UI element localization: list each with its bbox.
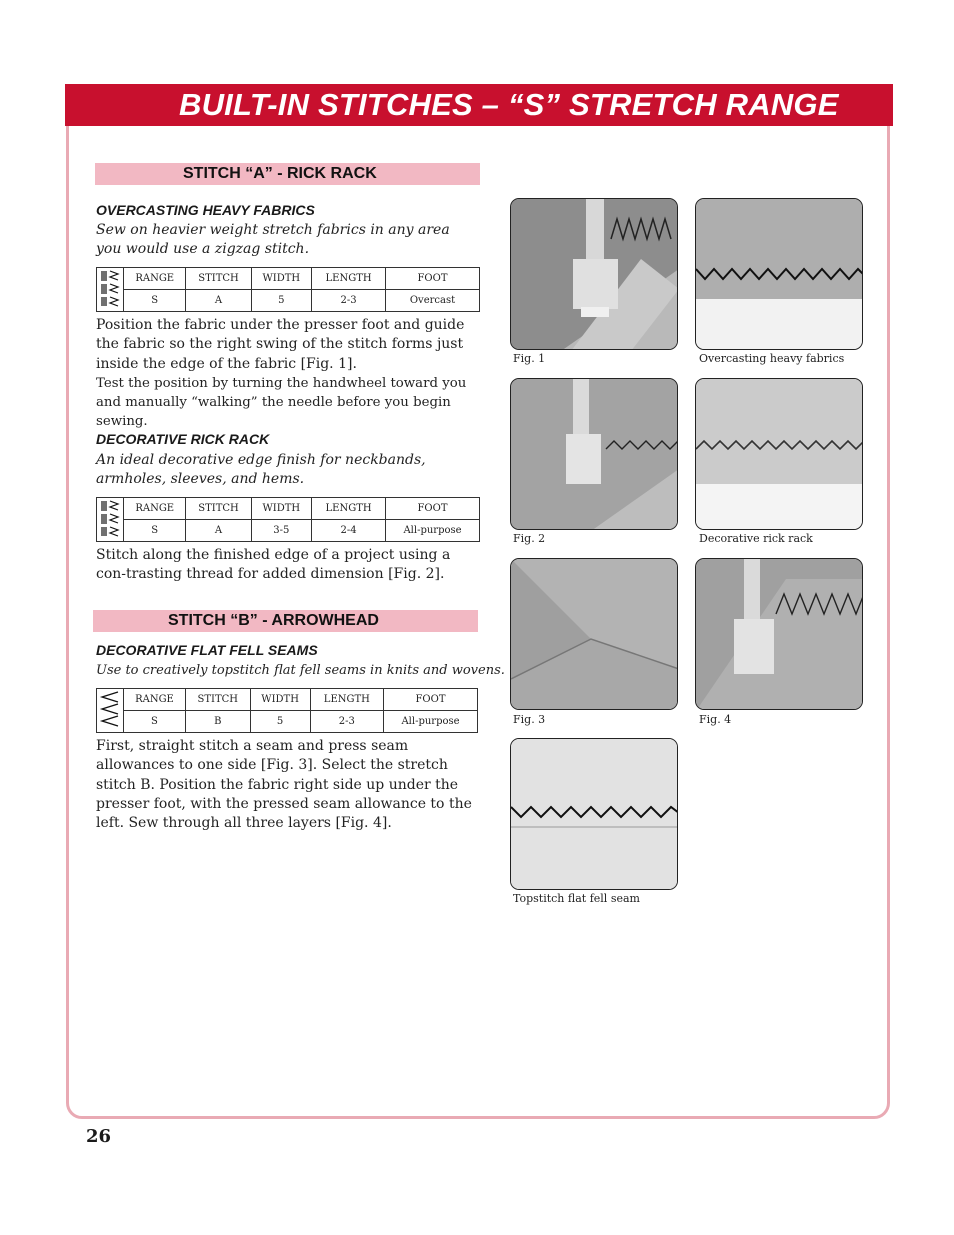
table-header: FOOT — [386, 498, 480, 520]
overcast-body-1: Position the fabric under the presser foot and guide the fabric so the right swing of the stitch forms just inside the edge of the fabric [Fig. 1]. — [96, 317, 465, 372]
flatfell-sample-caption: Topstitch flat fell seam — [513, 892, 640, 905]
table-cell: 2-4 — [312, 520, 386, 542]
fig3-photo — [510, 558, 678, 710]
table-cell: Overcast — [386, 290, 480, 312]
table-header: WIDTH — [250, 689, 310, 711]
overcast-settings-table — [96, 267, 480, 312]
rickrack-subheading: DECORATIVE RICK RACK — [96, 431, 270, 447]
table-header: RANGE — [124, 498, 186, 520]
flatfell-sample-photo — [510, 738, 678, 890]
table-cell: S — [124, 290, 186, 312]
stitch-a-rickrack-icon — [97, 268, 124, 312]
stitch-b-arrowhead-icon — [97, 689, 124, 733]
overcast-subheading: OVERCASTING HEAVY FABRICS — [96, 202, 315, 218]
stitch-a-rickrack-icon — [97, 498, 124, 542]
flatfell-intro: Use to creatively topstitch flat fell seams in knits and wovens. — [96, 663, 505, 678]
table-header: FOOT — [384, 689, 478, 711]
overcast-intro: Sew on heavier weight stretch fabrics in any area you would use a zigzag stitch. — [96, 222, 450, 257]
section-b-header — [93, 610, 478, 632]
table-cell: 2-3 — [310, 711, 383, 733]
rickrack-sample-caption: Decorative rick rack — [699, 532, 813, 545]
table-header: STITCH — [185, 689, 250, 711]
fig4-caption: Fig. 4 — [699, 713, 732, 726]
rickrack-settings-table — [96, 497, 480, 542]
table-header: LENGTH — [310, 689, 383, 711]
fig3-caption: Fig. 3 — [513, 713, 546, 726]
table-cell: 5 — [250, 711, 310, 733]
rickrack-intro: An ideal decorative edge finish for neckbands, armholes, sleeves, and hems. — [96, 452, 426, 487]
section-a-heading: STITCH “A” - RICK RACK — [183, 165, 377, 182]
table-cell: 3-5 — [251, 520, 312, 542]
fig1-photo — [510, 198, 678, 350]
page-title: BUILT-IN STITCHES – “S” STRETCH RANGE — [179, 87, 839, 122]
table-header: WIDTH — [251, 498, 312, 520]
table-header: RANGE — [124, 689, 186, 711]
overcast-sample-caption: Overcasting heavy fabrics — [699, 352, 845, 365]
section-b-heading: STITCH “B” - ARROWHEAD — [168, 612, 379, 629]
rickrack-sample-photo — [695, 378, 863, 530]
table-header: LENGTH — [312, 268, 386, 290]
page-number: 26 — [86, 1126, 112, 1147]
table-header: WIDTH — [251, 268, 312, 290]
table-cell: S — [124, 520, 186, 542]
table-cell: All-purpose — [386, 520, 480, 542]
table-header: STITCH — [186, 268, 251, 290]
flatfell-settings-table — [96, 688, 478, 733]
table-cell: 5 — [251, 290, 312, 312]
table-cell: B — [185, 711, 250, 733]
flatfell-body: First, straight stitch a seam and press seam allowances to one side [Fig. 3]. Select the stretch stitch B. Position the fabric right side up under the presser foot, with the pressed seam allowance to the left. Sew through all three layers [Fig. 4]. — [96, 738, 472, 832]
title-banner — [65, 84, 893, 126]
fig1-caption: Fig. 1 — [513, 352, 546, 365]
table-header: RANGE — [124, 268, 186, 290]
fig2-photo — [510, 378, 678, 530]
table-header: STITCH — [186, 498, 251, 520]
rickrack-body: Stitch along the finished edge of a project using a con-trasting thread for added dimension [Fig. 2]. — [96, 547, 451, 583]
table-header: FOOT — [386, 268, 480, 290]
table-cell: A — [186, 290, 251, 312]
fig2-caption: Fig. 2 — [513, 532, 546, 545]
section-a-header — [95, 163, 480, 185]
flatfell-subheading: DECORATIVE FLAT FELL SEAMS — [96, 642, 318, 658]
fig4-photo — [695, 558, 863, 710]
overcast-body-2: Test the position by turning the handwheel toward you and manually “walking” the needle before you begin sewing. — [96, 376, 467, 429]
table-cell: All-purpose — [384, 711, 478, 733]
table-cell: 2-3 — [312, 290, 386, 312]
overcast-sample-photo — [695, 198, 863, 350]
table-cell: S — [124, 711, 186, 733]
table-cell: A — [186, 520, 251, 542]
table-header: LENGTH — [312, 498, 386, 520]
